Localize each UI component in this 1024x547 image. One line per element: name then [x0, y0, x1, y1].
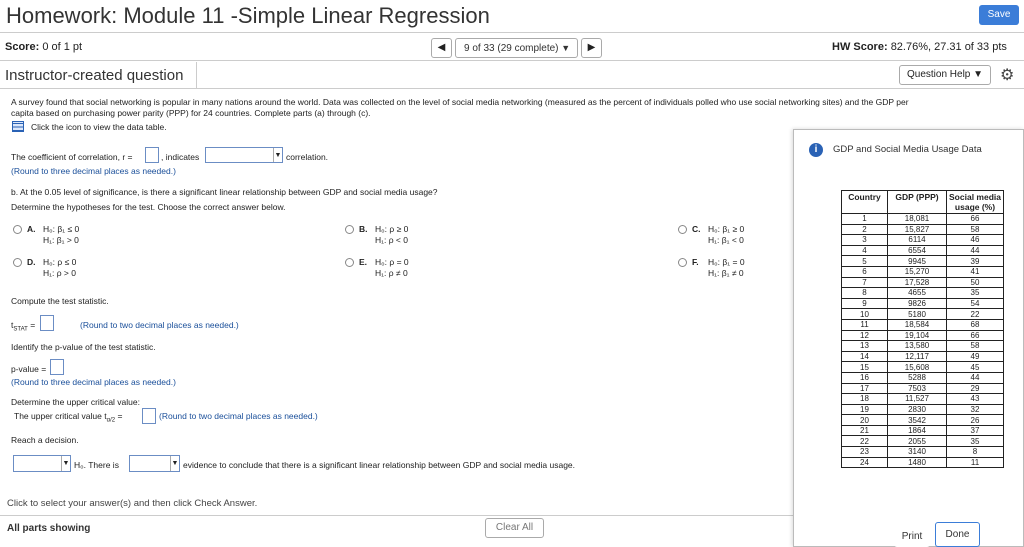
- social-usage-cell: 35: [947, 288, 1004, 299]
- critical-sub: α/2: [106, 417, 116, 424]
- clear-all-button[interactable]: Clear All: [485, 518, 544, 538]
- hypotheses-prompt: Determine the hypotheses for the test. Choose the correct answer below.: [11, 202, 286, 212]
- country-cell: 17: [842, 383, 888, 394]
- data-table-link[interactable]: Click the icon to view the data table.: [31, 122, 167, 132]
- option-c-h1: H₁: β₁ < 0: [708, 235, 744, 245]
- col-gdp-header: GDP (PPP): [888, 191, 947, 214]
- option-d-letter: D.: [27, 257, 36, 267]
- gdp-cell: 2055: [888, 436, 947, 447]
- social-usage-cell: 44: [947, 372, 1004, 383]
- option-a-letter: A.: [27, 224, 36, 234]
- social-usage-cell: 66: [947, 330, 1004, 341]
- popup-title: GDP and Social Media Usage Data: [833, 144, 982, 155]
- option-f-h1: H₁: β₁ ≠ 0: [708, 268, 744, 278]
- social-usage-cell: 37: [947, 425, 1004, 436]
- footer-instruction: Click to select your answer(s) and then click Check Answer.: [7, 498, 258, 509]
- country-cell: 11: [842, 319, 888, 330]
- corr-suffix: correlation.: [286, 152, 329, 162]
- score-label: Score:: [5, 41, 40, 53]
- critical-value-input[interactable]: [142, 408, 156, 424]
- option-f-h0: H₀: β₁ = 0: [708, 257, 745, 267]
- social-usage-cell: 26: [947, 415, 1004, 426]
- pvalue-hint: (Round to three decimal places as needed.): [11, 377, 176, 387]
- country-cell: 14: [842, 351, 888, 362]
- col-country-header: Country: [842, 191, 888, 214]
- corr-prefix: The coefficient of correlation, r =: [11, 152, 133, 162]
- print-button[interactable]: Print: [894, 526, 930, 547]
- social-usage-cell: 44: [947, 245, 1004, 256]
- decision-evidence-dropdown[interactable]: [129, 455, 180, 472]
- data-table-body: [842, 214, 1004, 468]
- country-cell: 6: [842, 266, 888, 277]
- save-button[interactable]: Save: [979, 5, 1019, 25]
- option-a-radio[interactable]: [13, 225, 22, 234]
- social-usage-cell: 46: [947, 235, 1004, 246]
- pvalue-prompt: Identify the p-value of the test statistic.: [11, 342, 156, 352]
- table-row: [842, 341, 1004, 352]
- country-cell: 1: [842, 214, 888, 225]
- gdp-cell: 7503: [888, 383, 947, 394]
- gdp-cell: 6554: [888, 245, 947, 256]
- social-usage-cell: 39: [947, 256, 1004, 267]
- gdp-cell: 17,528: [888, 277, 947, 288]
- table-row: [842, 415, 1004, 426]
- corr-hint: (Round to three decimal places as needed.): [11, 166, 176, 176]
- table-row: [842, 436, 1004, 447]
- question-intro-2: capita based on purchasing power parity (PPP) for 24 countries. Complete parts (a) through (c).: [11, 108, 371, 118]
- question-help-label: Question Help: [907, 69, 971, 80]
- country-cell: 7: [842, 277, 888, 288]
- option-f-letter: F.: [692, 257, 699, 267]
- social-usage-cell: 22: [947, 309, 1004, 320]
- col-social-header: Social media usage (%): [947, 191, 1004, 214]
- done-button[interactable]: Done: [935, 522, 980, 547]
- social-usage-cell: 8: [947, 447, 1004, 458]
- gear-icon[interactable]: ⚙: [1000, 67, 1015, 84]
- social-usage-cell: 32: [947, 404, 1004, 415]
- divider: [196, 62, 197, 88]
- option-e-h1: H₁: ρ ≠ 0: [375, 268, 408, 278]
- gdp-cell: 1480: [888, 457, 947, 468]
- social-usage-cell: 68: [947, 319, 1004, 330]
- country-cell: 8: [842, 288, 888, 299]
- gdp-cell: 15,608: [888, 362, 947, 373]
- chevron-down-icon: ▼: [561, 43, 571, 53]
- social-usage-cell: 45: [947, 362, 1004, 373]
- chevron-down-icon: ▼: [973, 69, 984, 80]
- option-b-letter: B.: [359, 224, 368, 234]
- country-cell: 9: [842, 298, 888, 309]
- pvalue-label: p-value =: [11, 364, 47, 374]
- table-row: [842, 394, 1004, 405]
- gdp-cell: 3542: [888, 415, 947, 426]
- social-usage-cell: 58: [947, 224, 1004, 235]
- option-c-letter: C.: [692, 224, 701, 234]
- gdp-cell: 4655: [888, 288, 947, 299]
- country-cell: 23: [842, 447, 888, 458]
- triangle-right-icon: ▶: [587, 42, 596, 53]
- tstat-t: t: [11, 320, 14, 330]
- country-cell: 21: [842, 425, 888, 436]
- triangle-left-icon: ◀: [437, 42, 446, 53]
- option-e-radio[interactable]: [345, 258, 354, 267]
- country-cell: 16: [842, 372, 888, 383]
- option-c-radio[interactable]: [678, 225, 687, 234]
- option-c-h0: H₀: β₁ ≥ 0: [708, 224, 745, 234]
- gdp-cell: 12,117: [888, 351, 947, 362]
- gdp-cell: 9945: [888, 256, 947, 267]
- table-row: [842, 362, 1004, 373]
- option-e-h0: H₀: ρ = 0: [375, 257, 409, 267]
- score-value: 0 of 1 pt: [42, 41, 83, 53]
- table-row: [842, 319, 1004, 330]
- country-cell: 4: [842, 245, 888, 256]
- decision-h0: H₀. There is: [74, 460, 119, 470]
- data-table: [841, 190, 1004, 468]
- table-row: [842, 266, 1004, 277]
- social-usage-cell: 43: [947, 394, 1004, 405]
- table-row: [842, 447, 1004, 458]
- gdp-cell: 6114: [888, 235, 947, 246]
- gdp-cell: 2830: [888, 404, 947, 415]
- option-b-h1: H₁: ρ < 0: [375, 235, 408, 245]
- critical-label: The upper critical value $t_{\alpha/2}$ =: [14, 411, 123, 424]
- option-a-h0: H₀: β₁ ≤ 0: [43, 224, 80, 234]
- divider: [0, 515, 793, 516]
- info-icon: i: [809, 143, 823, 157]
- gdp-cell: 15,827: [888, 224, 947, 235]
- corr-mid: , indicates: [161, 152, 200, 162]
- chevron-down-icon: ▼: [61, 456, 70, 471]
- option-d-h0: H₀: ρ ≤ 0: [43, 257, 77, 267]
- tstat-hint: (Round to two decimal places as needed.): [80, 320, 239, 330]
- table-row: [842, 235, 1004, 246]
- table-header-row: [842, 191, 1004, 214]
- social-usage-cell: 58: [947, 341, 1004, 352]
- table-row: [842, 256, 1004, 267]
- option-b-h0: H₀: ρ ≥ 0: [375, 224, 409, 234]
- gdp-cell: 3140: [888, 447, 947, 458]
- critical-prompt: Determine the upper critical value:: [11, 397, 140, 407]
- option-d-h1: H₁: ρ > 0: [43, 268, 76, 278]
- gdp-cell: 19,104: [888, 330, 947, 341]
- correlation-input[interactable]: [145, 147, 159, 163]
- table-row: [842, 277, 1004, 288]
- option-f-radio[interactable]: [678, 258, 687, 267]
- country-cell: 13: [842, 341, 888, 352]
- option-d-radio[interactable]: [13, 258, 22, 267]
- tstat-label: $t_{STAT}$ =: [11, 320, 36, 333]
- gdp-cell: 18,081: [888, 214, 947, 225]
- score: [5, 41, 82, 53]
- compute-stat-prompt: Compute the test statistic.: [11, 296, 109, 306]
- country-cell: 2: [842, 224, 888, 235]
- table-row: [842, 383, 1004, 394]
- hw-score-value: 82.76%, 27.31 of 33 pts: [890, 41, 1007, 53]
- hw-score-label: HW Score:: [832, 41, 888, 53]
- country-cell: 19: [842, 404, 888, 415]
- decision-reject-dropdown[interactable]: [13, 455, 71, 472]
- table-row: [842, 404, 1004, 415]
- option-b-radio[interactable]: [345, 225, 354, 234]
- option-a-h1: H₁: β₁ > 0: [43, 235, 79, 245]
- decision-suffix: evidence to conclude that there is a significant linear relationship between GDP and social media usage.: [183, 460, 576, 470]
- question-intro: A survey found that social networking is popular in many nations around the world. Data was collected on the level of social media networking (measured as the percent of individuals polled who use social networking sites) and the GDP per: [11, 97, 909, 107]
- social-usage-cell: 66: [947, 214, 1004, 225]
- question-nav-label: 9 of 33 (29 complete): [464, 43, 559, 54]
- country-cell: 20: [842, 415, 888, 426]
- social-usage-cell: 11: [947, 457, 1004, 468]
- country-cell: 10: [842, 309, 888, 320]
- gdp-cell: 15,270: [888, 266, 947, 277]
- part-b-question: b. At the 0.05 level of significance, is there a significant linear relationship between GDP and social media usage?: [11, 187, 438, 197]
- chevron-down-icon: ▼: [170, 456, 179, 471]
- next-question-button[interactable]: [581, 38, 602, 58]
- social-usage-cell: 35: [947, 436, 1004, 447]
- page-title: Homework: Module 11 -Simple Linear Regression: [6, 3, 490, 28]
- critical-t: The upper critical value t: [14, 411, 107, 421]
- parts-showing-label: All parts showing: [7, 523, 91, 534]
- country-cell: 24: [842, 457, 888, 468]
- gdp-cell: 18,584: [888, 319, 947, 330]
- gdp-cell: 9826: [888, 298, 947, 309]
- country-cell: 3: [842, 235, 888, 246]
- decision-prompt: Reach a decision.: [11, 435, 79, 445]
- table-row: [842, 288, 1004, 299]
- table-row: [842, 214, 1004, 225]
- gdp-cell: 5180: [888, 309, 947, 320]
- table-row: [842, 457, 1004, 468]
- tstat-input[interactable]: [40, 315, 54, 331]
- country-cell: 22: [842, 436, 888, 447]
- option-e-letter: E.: [359, 257, 368, 267]
- social-usage-cell: 50: [947, 277, 1004, 288]
- question-nav-dropdown[interactable]: [455, 38, 578, 58]
- gdp-cell: 13,580: [888, 341, 947, 352]
- table-icon[interactable]: [12, 121, 24, 132]
- table-row: [842, 309, 1004, 320]
- gdp-cell: 11,527: [888, 394, 947, 405]
- table-row: [842, 298, 1004, 309]
- chevron-down-icon: ▼: [273, 148, 282, 162]
- correlation-type-dropdown[interactable]: [205, 147, 283, 163]
- gdp-cell: 1864: [888, 425, 947, 436]
- social-usage-cell: 54: [947, 298, 1004, 309]
- gdp-cell: 5288: [888, 372, 947, 383]
- tstat-sub: STAT: [13, 326, 28, 333]
- table-row: [842, 372, 1004, 383]
- social-usage-cell: 41: [947, 266, 1004, 277]
- table-row: [842, 245, 1004, 256]
- table-row: [842, 351, 1004, 362]
- pvalue-input[interactable]: [50, 359, 64, 375]
- table-row: [842, 224, 1004, 235]
- country-cell: 15: [842, 362, 888, 373]
- table-row: [842, 425, 1004, 436]
- table-row: [842, 330, 1004, 341]
- hw-score: [832, 41, 1007, 53]
- social-usage-cell: 29: [947, 383, 1004, 394]
- country-cell: 12: [842, 330, 888, 341]
- social-usage-cell: 49: [947, 351, 1004, 362]
- question-help-button[interactable]: [899, 65, 991, 85]
- country-cell: 18: [842, 394, 888, 405]
- instructor-label: Instructor-created question: [5, 67, 184, 84]
- country-cell: 5: [842, 256, 888, 267]
- prev-question-button[interactable]: [431, 38, 452, 58]
- critical-hint: (Round to two decimal places as needed.): [159, 411, 318, 421]
